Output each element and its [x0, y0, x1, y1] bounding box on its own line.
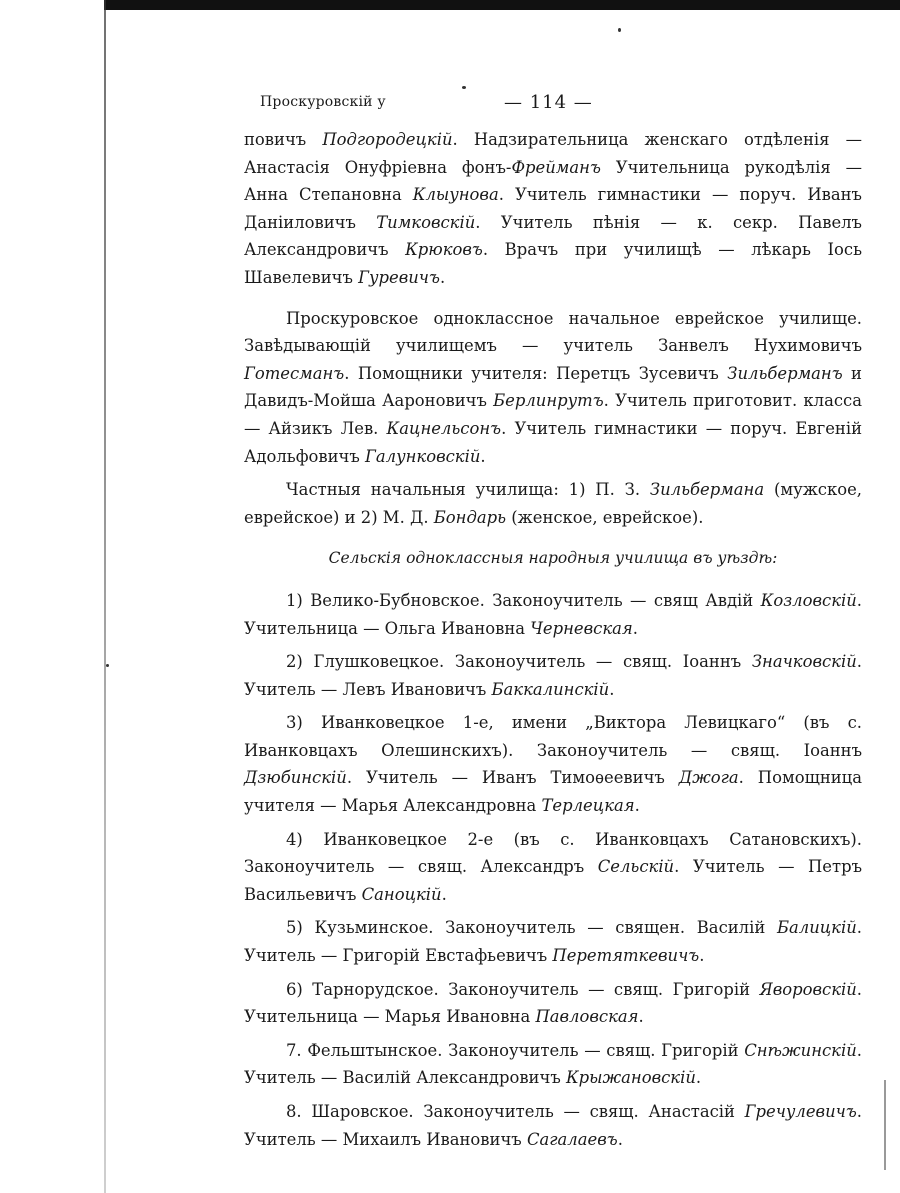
text-run: . Учитель гимнастики — поруч. Евгеній Адольфовичъ: [244, 418, 862, 466]
school-entry: [244, 914, 862, 969]
school-entry: [244, 976, 862, 1031]
text-run: Частныя начальныя училища: 1) П. З.: [286, 480, 650, 500]
text-run: 8. Шаровское. Законоучитель — свящ. Анастасій: [286, 1102, 745, 1121]
italic-name: Сагалаевъ: [526, 1129, 618, 1149]
italic-name: Значковскій: [751, 652, 857, 672]
text-run: . Учитель — Петръ Васильевичъ: [244, 857, 862, 904]
text-run: 1) Велико-Бубновское. Законоучитель — свящ Авдій: [286, 590, 761, 610]
text-run: . Учитель — Иванъ Тимоѳеевичъ: [346, 768, 679, 788]
scan-left-border: [104, 0, 106, 1193]
italic-name: Сельскій: [597, 857, 675, 877]
text-run: . Учитель гимнастики — поруч. Иванъ Даніиловичъ: [244, 185, 862, 232]
italic-name: Зильбермана: [649, 480, 765, 500]
text-run: . Учитель — Григорій Евстафьевичъ: [244, 918, 862, 966]
text-run: .: [632, 618, 638, 638]
scan-top-border: [104, 0, 900, 10]
text-run: . Врачъ при училищѣ — лѣкарь Іось Шавелевичъ: [244, 240, 862, 287]
text-run: (женское, еврейское).: [506, 507, 704, 527]
italic-name: Яворовскій: [759, 979, 857, 999]
text-run: 7. Фельштынское. Законоучитель — свящ. Григорій: [286, 1040, 745, 1060]
italic-name: Крюковъ: [405, 240, 483, 260]
italic-name: Балицкій: [776, 918, 857, 938]
text-run: .: [617, 1129, 623, 1149]
scan-speck: [106, 664, 109, 667]
italic-name: Крыжановскій: [565, 1068, 696, 1088]
text-run: . Учитель приготовит. класса — Айзикъ Лев.: [244, 391, 862, 438]
running-head: Проскуровскій у: [260, 94, 386, 110]
italic-name: Готесманъ: [244, 363, 345, 383]
italic-name: Сельскія одноклассныя народныя училища въ уѣздѣ:: [328, 549, 778, 568]
italic-name: Галунковскій: [365, 446, 481, 466]
section-heading: [244, 545, 862, 573]
text-run: .: [439, 267, 446, 287]
scan-right-mark: [884, 1080, 886, 1170]
text-run: .: [609, 679, 615, 699]
text-run: 5) Кузьминское. Законоучитель — священ. Василій: [286, 918, 777, 938]
italic-name: Подгородецкій: [322, 130, 453, 149]
school-entry: [244, 648, 862, 703]
text-run: Учительница рукодѣлія — Анна Степановна: [244, 157, 862, 205]
text-run: 3) Иванковецкое 1-е, имени „Виктора Левицкаго“ (въ с. Иванковцахъ Олешинскихъ). Законоучитель — свящ. Іоаннъ: [244, 713, 862, 760]
text-run: .: [638, 1007, 644, 1027]
school-entry: [244, 587, 862, 642]
text-run: . Учительница — Марья Ивановна: [244, 979, 862, 1027]
paragraph: [244, 476, 862, 531]
text-run: . Учительница — Ольга Ивановна: [244, 590, 862, 638]
page-header: [244, 92, 862, 116]
text-run: . Учитель — Михаилъ Ивановичъ: [244, 1102, 862, 1149]
text-run: . Учитель — Василій Александровичъ: [244, 1040, 862, 1088]
text-run: . Помощники учителя: Перетцъ Зусевичъ: [344, 363, 728, 383]
italic-name: Дзюбинскій: [244, 768, 347, 788]
text-run: . Надзирательница женскаго отдѣленія — Анастасія Онуфріевна фонъ-: [244, 130, 862, 177]
paragraph: [244, 126, 862, 292]
text-run: и Давидъ-Мойша Аароновичъ: [244, 363, 862, 411]
italic-name: Черневская: [530, 618, 633, 638]
text-run: . Учитель — Левъ Ивановичъ: [244, 652, 862, 699]
italic-name: Бондарь: [433, 507, 507, 527]
italic-name: Зильберманъ: [727, 363, 843, 383]
page-number: — 114 —: [504, 92, 593, 113]
school-entry: [244, 709, 862, 819]
text-run: (мужское, еврейское) и 2) М. Д.: [244, 480, 863, 527]
text-run: 2) Глушковецкое. Законоучитель — свящ. Іоаннъ: [286, 652, 752, 672]
school-entry: [244, 1037, 862, 1092]
italic-name: Козловскій: [760, 590, 857, 610]
italic-name: Саноцкій: [361, 884, 442, 904]
italic-name: Снѣжинскій: [744, 1040, 857, 1060]
italic-name: Перетяткевичъ: [552, 946, 700, 966]
italic-name: Фрейманъ: [511, 157, 601, 177]
italic-name: Терлецкая: [541, 796, 635, 816]
italic-name: Джога: [678, 768, 739, 788]
school-entry: [244, 826, 862, 909]
text-run: .: [480, 446, 486, 466]
text-run: .: [634, 796, 640, 816]
text-run: . Учитель пѣнія — к. секр. Павелъ Александровичъ: [244, 212, 862, 260]
school-entry: [244, 1098, 862, 1153]
scan-speck: [618, 28, 621, 32]
italic-name: Кацнельсонъ: [386, 418, 502, 438]
text-run: повичъ: [244, 130, 323, 149]
italic-name: Тимковскій: [376, 212, 476, 232]
text-run: .: [441, 884, 447, 904]
scan-speck: [462, 86, 466, 89]
text-run: .: [699, 946, 705, 966]
italic-name: Павловская: [535, 1007, 639, 1027]
body-text: [244, 126, 862, 1153]
italic-name: Баккалинскій: [491, 679, 610, 699]
paragraph: [244, 305, 862, 471]
italic-name: Гречулевичъ: [744, 1102, 857, 1121]
italic-name: Клыунова: [412, 185, 499, 205]
text-run: 4) Иванковецкое 2-е (въ с. Иванковцахъ Сатановскихъ). Законоучитель — свящ. Александръ: [244, 829, 862, 877]
text-run: Проскуровское одноклассное начальное еврейское училище. Завѣдывающій училищемъ — учитель Занвелъ Нухимовичъ: [244, 308, 862, 356]
italic-name: Гуревичъ: [358, 267, 440, 287]
text-run: .: [695, 1068, 702, 1088]
italic-name: Берлинрутъ: [493, 391, 604, 411]
text-run: 6) Тарнорудское. Законоучитель — свящ. Григорій: [286, 979, 760, 999]
text-run: . Помощница учителя — Марья Александровна: [244, 768, 862, 816]
